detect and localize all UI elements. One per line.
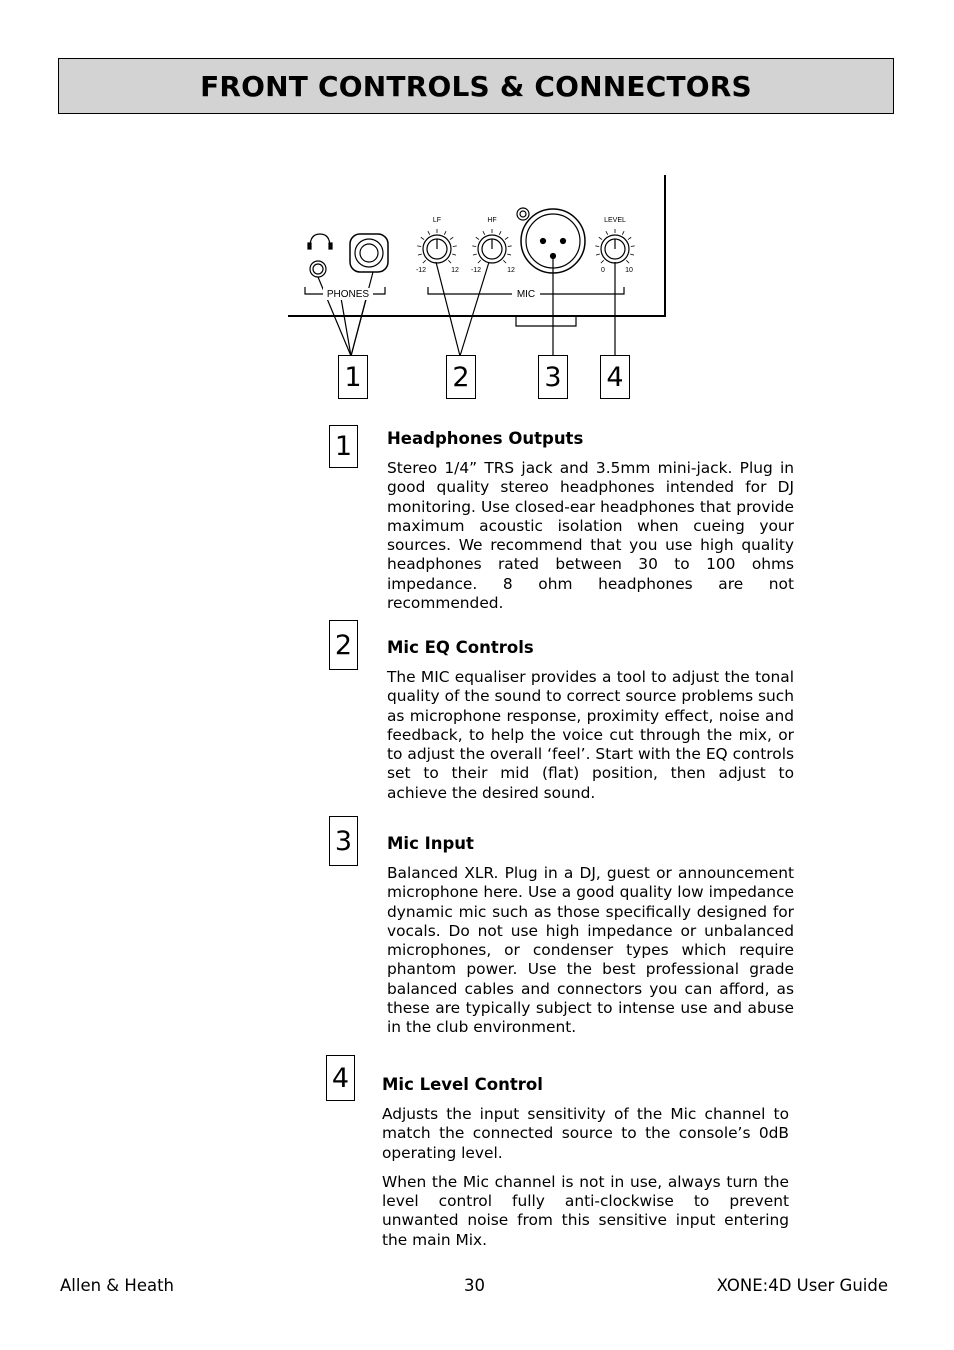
lf-min-label: -12 <box>415 267 427 274</box>
quarter-inch-jack-socket <box>350 234 388 272</box>
knob-tick <box>622 231 624 235</box>
knob-tick <box>472 246 476 247</box>
section-headphones-outputs <box>387 429 794 623</box>
phones-label: PHONES <box>326 289 370 300</box>
knob-tick <box>423 260 426 263</box>
xlr-mic-socket <box>517 208 585 273</box>
section-number-1: 1 <box>329 425 358 468</box>
level-label: LEVEL <box>604 217 626 224</box>
page-title: FRONT CONTROLS & CONNECTORS <box>200 69 752 103</box>
lf-max-label: 12 <box>451 267 459 274</box>
section-paragraph: The MIC equaliser provides a tool to adjust the tonal quality of the sound to correct source problems such as microphone response, proximity effect, noise and feedback, to help the voice cut through the mix, or to adjust the overall ‘feel’. Start with the EQ controls set to their mid (flat) position, then adjust to achieve the desired sound. <box>387 668 794 802</box>
section-paragraph: When the Mic channel is not in use, always turn the level control fully anti-clockwise to prevent unwanted noise from this sensitive input entering the main Mix. <box>382 1172 789 1249</box>
knob-tick <box>630 254 634 255</box>
knob-tick <box>606 231 608 235</box>
knob-tick <box>601 260 604 263</box>
mini-jack-socket <box>310 261 326 277</box>
headphones-icon <box>310 234 330 247</box>
section-paragraph: Balanced XLR. Plug in a DJ, guest or announcement microphone here. Use a good quality low impedance dynamic mic such as those specifically designed for vocals. Do not use high impedance or unbalanced microphones, or condenser types which require phantom power. Use the best professional grade balanced cables and connectors you can afford, as these are typically subject to intense use and abuse in the club environment. <box>387 864 794 1037</box>
section-number-4: 4 <box>326 1055 355 1101</box>
section-mic-input <box>387 834 794 1048</box>
knob-tick <box>473 254 477 255</box>
level-max-label: 10 <box>625 267 633 274</box>
section-paragraph: Adjusts the input sensitivity of the Mic channel to match the connected source to the console’s 0dB operating level. <box>382 1105 789 1162</box>
panel-tab <box>516 316 576 326</box>
section-number-3: 3 <box>329 816 358 866</box>
knob-tick <box>505 237 508 239</box>
knob-tick <box>428 231 430 235</box>
lf-knob <box>423 235 451 263</box>
knob-tick <box>499 231 501 235</box>
knob-tick <box>421 237 424 239</box>
section-heading: Mic Level Control <box>382 1075 543 1094</box>
knob-tick <box>483 231 485 235</box>
knob-tick <box>599 237 602 239</box>
section-heading: Mic EQ Controls <box>387 638 534 657</box>
section-heading: Mic Input <box>387 834 474 853</box>
lf-label: LF <box>432 217 442 224</box>
knob-tick <box>508 246 512 247</box>
section-number-2: 2 <box>329 620 358 670</box>
hf-label: HF <box>487 217 497 224</box>
knob-tick <box>476 237 479 239</box>
hf-knob <box>478 235 506 263</box>
footer-guide-title: XONE:4D User Guide <box>716 1276 888 1295</box>
hf-max-label: 12 <box>507 267 515 274</box>
knob-tick <box>503 260 506 263</box>
hf-min-label: -12 <box>470 267 482 274</box>
section-heading: Headphones Outputs <box>387 429 584 448</box>
knob-tick <box>631 246 635 247</box>
knob-tick <box>453 246 457 247</box>
mic-label: MIC <box>516 289 536 300</box>
knob-tick <box>628 237 631 239</box>
footer-page-number: 30 <box>464 1276 485 1295</box>
knob-tick <box>596 254 600 255</box>
section-mic-level-control <box>382 1075 789 1260</box>
diagram-callout-4: 4 <box>600 355 630 399</box>
knob-tick <box>507 254 511 255</box>
knob-tick <box>626 260 629 263</box>
knob-tick <box>452 254 456 255</box>
section-mic-eq-controls <box>387 638 794 813</box>
knob-tick <box>417 246 421 247</box>
level-knob <box>601 235 629 263</box>
footer-publisher: Allen & Heath <box>60 1276 175 1295</box>
knob-tick <box>444 231 446 235</box>
knob-tick <box>450 237 453 239</box>
knob-tick <box>478 260 481 263</box>
front-panel-diagram <box>0 0 954 420</box>
knob-tick <box>448 260 451 263</box>
diagram-callout-2: 2 <box>446 355 476 399</box>
section-paragraph: Stereo 1/4” TRS jack and 3.5mm mini-jack. Plug in good quality stereo headphones intended for DJ monitoring. Use closed-ear headphones that provide maximum acoustic isolation when cueing your sources. We recommend that you use high quality headphones rated between 30 to 100 ohms impedance. 8 ohm headphones are not recommended. <box>387 459 794 613</box>
diagram-callout-3: 3 <box>538 355 568 399</box>
knob-tick <box>595 246 599 247</box>
knob-tick <box>418 254 422 255</box>
level-min-label: 0 <box>601 267 605 274</box>
diagram-callout-1: 1 <box>338 355 368 399</box>
